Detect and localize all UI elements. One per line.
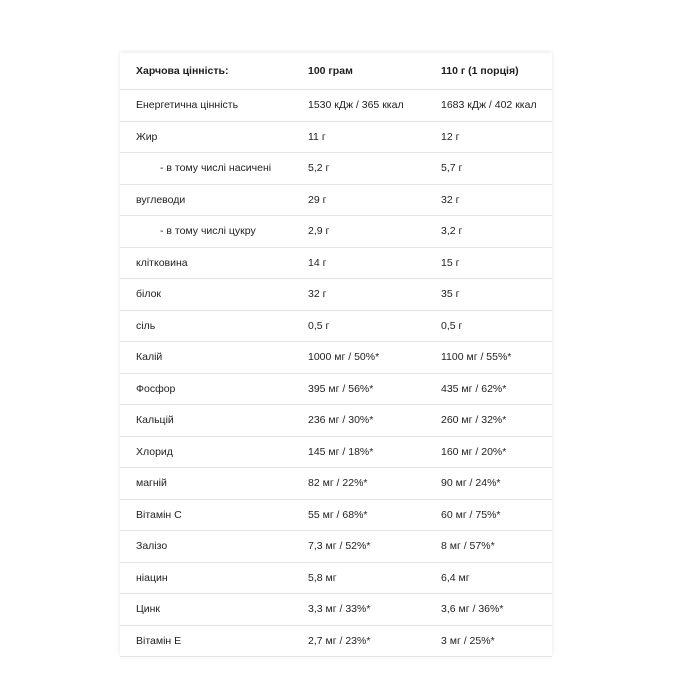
table-row <box>120 90 552 122</box>
table-row <box>120 184 552 216</box>
value-per-serving: 60 мг / 75%* <box>441 499 552 531</box>
value-per-serving: 260 мг / 32%* <box>441 405 552 437</box>
table-row <box>120 499 552 531</box>
nutrient-name: білок <box>120 279 308 311</box>
nutrient-name: вуглеводи <box>120 184 308 216</box>
nutrient-name: Вітамін Е <box>120 625 308 657</box>
table-row <box>120 594 552 626</box>
table-row <box>120 625 552 657</box>
nutrient-name: сіль <box>120 310 308 342</box>
value-per-serving: 3,6 мг / 36%* <box>441 594 552 626</box>
value-per-serving: 3 мг / 25%* <box>441 625 552 657</box>
value-per-100g: 2,7 мг / 23%* <box>308 625 441 657</box>
value-per-serving: 6,4 мг <box>441 562 552 594</box>
nutrient-name: Калій <box>120 342 308 374</box>
nutrient-name: клітковина <box>120 247 308 279</box>
table-row <box>120 531 552 563</box>
table-row <box>120 247 552 279</box>
table-row <box>120 342 552 374</box>
nutrient-name: Залізо <box>120 531 308 563</box>
value-per-serving: 90 мг / 24%* <box>441 468 552 500</box>
nutrient-name: Енергетична цінність <box>120 90 308 122</box>
value-per-100g: 29 г <box>308 184 441 216</box>
nutrient-name: Цинк <box>120 594 308 626</box>
value-per-100g: 5,2 г <box>308 153 441 185</box>
table-row <box>120 468 552 500</box>
nutrient-name: ніацин <box>120 562 308 594</box>
value-per-100g: 3,3 мг / 33%* <box>308 594 441 626</box>
value-per-serving: 160 мг / 20%* <box>441 436 552 468</box>
value-per-serving: 435 мг / 62%* <box>441 373 552 405</box>
table-row <box>120 121 552 153</box>
nutrition-table-container <box>120 53 552 657</box>
value-per-100g: 82 мг / 22%* <box>308 468 441 500</box>
value-per-serving: 35 г <box>441 279 552 311</box>
value-per-100g: 14 г <box>308 247 441 279</box>
nutrient-name: Вітамін С <box>120 499 308 531</box>
value-per-serving: 32 г <box>441 184 552 216</box>
nutrient-name: магній <box>120 468 308 500</box>
value-per-100g: 11 г <box>308 121 441 153</box>
header-per-serving: 110 г (1 порція) <box>441 53 552 90</box>
value-per-100g: 2,9 г <box>308 216 441 248</box>
table-row <box>120 153 552 185</box>
value-per-serving: 1683 кДж / 402 ккал <box>441 90 552 122</box>
value-per-100g: 7,3 мг / 52%* <box>308 531 441 563</box>
value-per-100g: 55 мг / 68%* <box>308 499 441 531</box>
value-per-serving: 3,2 г <box>441 216 552 248</box>
value-per-100g: 0,5 г <box>308 310 441 342</box>
value-per-serving: 15 г <box>441 247 552 279</box>
value-per-100g: 395 мг / 56%* <box>308 373 441 405</box>
value-per-100g: 1530 кДж / 365 ккал <box>308 90 441 122</box>
nutrition-table <box>120 53 552 657</box>
nutrient-name: Хлорид <box>120 436 308 468</box>
table-row <box>120 436 552 468</box>
table-row <box>120 405 552 437</box>
nutrient-name: Жир <box>120 121 308 153</box>
value-per-serving: 5,7 г <box>441 153 552 185</box>
nutrient-name: - в тому числі насичені <box>120 153 308 185</box>
value-per-100g: 236 мг / 30%* <box>308 405 441 437</box>
table-row <box>120 310 552 342</box>
value-per-100g: 32 г <box>308 279 441 311</box>
table-row <box>120 562 552 594</box>
value-per-100g: 5,8 мг <box>308 562 441 594</box>
nutrient-name: Кальцій <box>120 405 308 437</box>
table-row <box>120 373 552 405</box>
table-row <box>120 279 552 311</box>
value-per-100g: 1000 мг / 50%* <box>308 342 441 374</box>
nutrient-name: Фосфор <box>120 373 308 405</box>
table-row <box>120 216 552 248</box>
nutrient-name: - в тому числі цукру <box>120 216 308 248</box>
value-per-serving: 0,5 г <box>441 310 552 342</box>
value-per-100g: 145 мг / 18%* <box>308 436 441 468</box>
header-nutrient: Харчова цінність: <box>120 53 308 90</box>
table-header-row <box>120 53 552 90</box>
value-per-serving: 1100 мг / 55%* <box>441 342 552 374</box>
value-per-serving: 8 мг / 57%* <box>441 531 552 563</box>
value-per-serving: 12 г <box>441 121 552 153</box>
header-per-100g: 100 грам <box>308 53 441 90</box>
